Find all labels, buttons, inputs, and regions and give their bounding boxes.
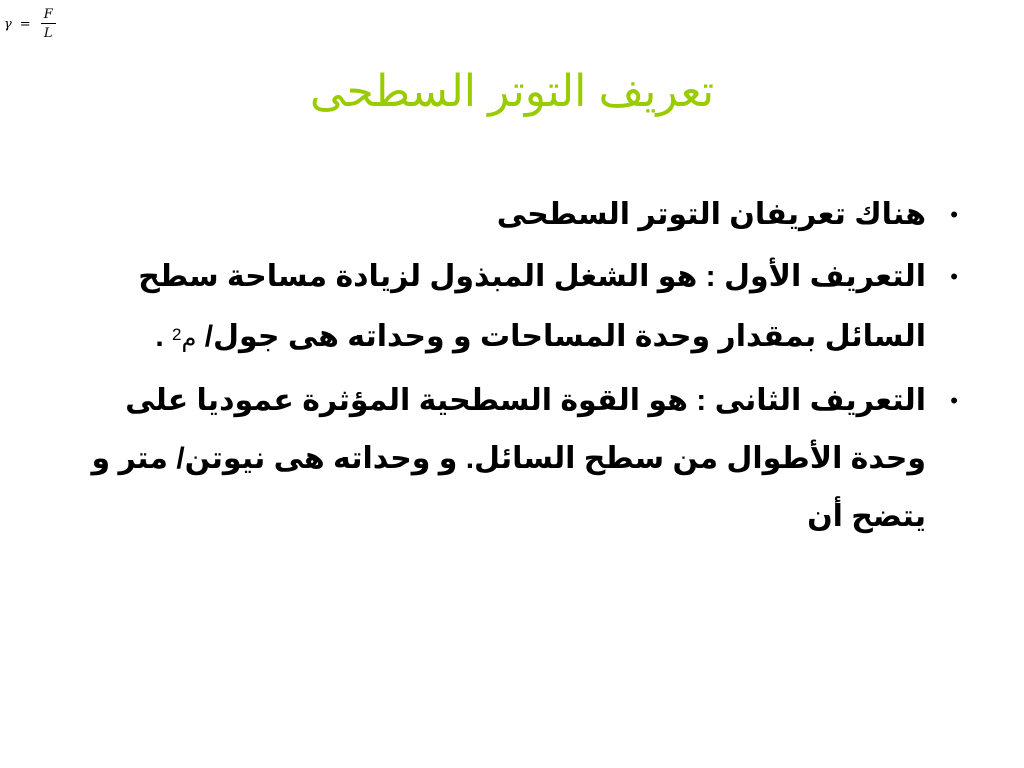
bullet-list xyxy=(90,186,960,546)
formula-denominator: L xyxy=(43,26,53,41)
surface-tension-formula xyxy=(4,4,56,44)
bullet-dot-icon: • xyxy=(950,388,958,413)
slide-body xyxy=(90,186,960,550)
formula-numerator: F xyxy=(41,8,56,24)
bullet-text: هناك تعريفان التوتر السطحى xyxy=(496,198,926,231)
bullet-text: التعريف الثانى : هو القوة السطحية المؤثرة عموديا على وحدة الأطوال من سطح السائل. و وحداته هى نيوتن/ متر و يتضح أن xyxy=(91,384,926,533)
bullet-item-definitions-intro xyxy=(90,186,960,244)
bullet-text: التعريف الأول : هو الشغل المبذول لزيادة مساحة سطح السائل بمقدار وحدة المساحات و وحداته هى جول/ xyxy=(138,260,926,353)
formula-gamma-symbol: γ xyxy=(4,16,12,32)
bullet-dot-icon: • xyxy=(950,264,958,289)
unit-meter: م xyxy=(181,325,197,352)
bullet-dot-icon: • xyxy=(950,202,958,227)
formula-fraction xyxy=(41,8,56,40)
bullet-item-first-definition xyxy=(90,248,960,368)
unit-exponent: 2 xyxy=(172,325,182,344)
formula-equals-sign: = xyxy=(19,16,31,32)
slide-title: تعريف التوتر السطحى xyxy=(309,67,715,116)
bullet-item-second-definition xyxy=(90,372,960,546)
bullet-tail: . xyxy=(155,320,173,353)
